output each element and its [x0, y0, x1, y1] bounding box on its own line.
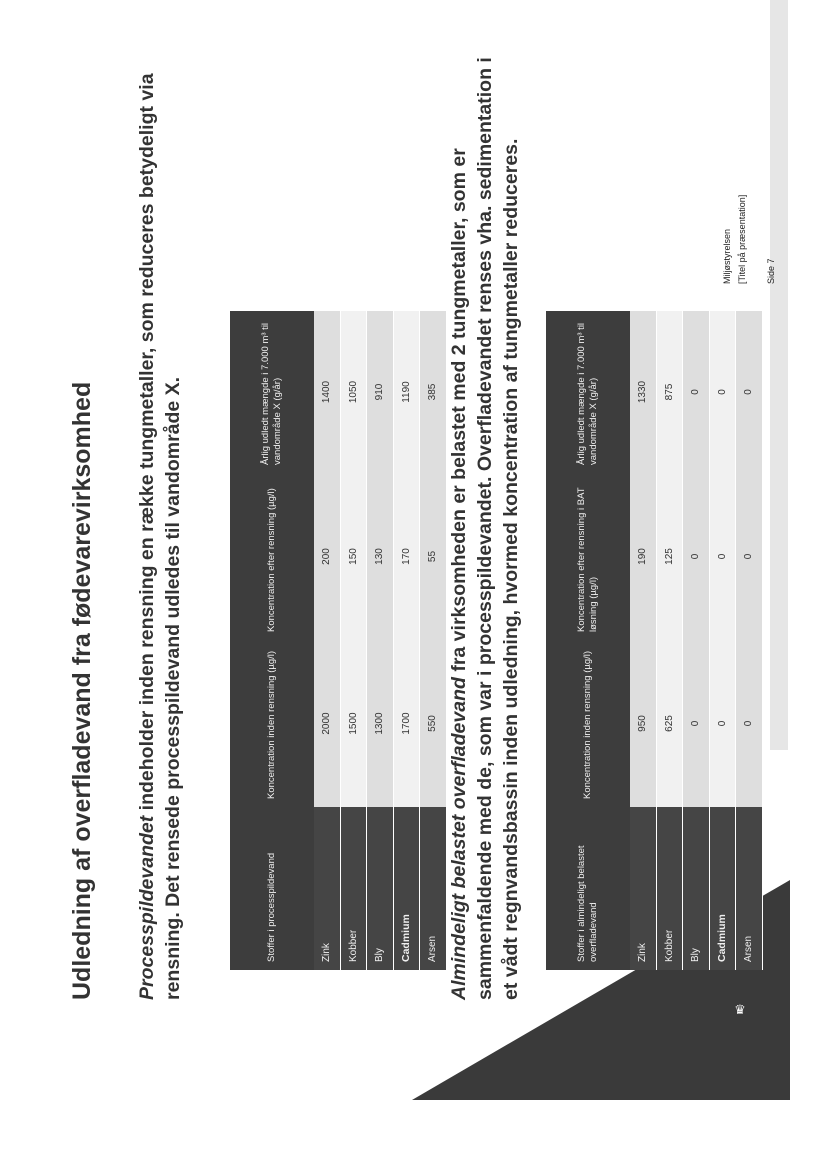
value-cell: 55 — [420, 473, 447, 640]
surface-water-table — [546, 311, 763, 970]
value-cell: 1700 — [393, 640, 420, 807]
paragraph-surface-water — [446, 40, 524, 1000]
header-cell: Stoffer i processpildevand — [230, 807, 314, 970]
table-row — [630, 311, 656, 970]
header-cell: Koncentration efter rensning i BAT løsning (µg/l) — [546, 473, 630, 640]
footer-page-number: Side 7 — [766, 258, 776, 284]
value-cell: 875 — [656, 311, 683, 473]
process-water-table — [230, 311, 447, 970]
value-cell: 1050 — [340, 311, 367, 473]
value-cell: 200 — [314, 473, 340, 640]
table-header-row — [546, 311, 630, 970]
header-cell: Årlig udledt mængde i 7.000 m³ til vandområde X (g/år) — [230, 311, 314, 473]
paragraph-lead: Processpildevandet — [136, 815, 158, 1000]
substance-cell: Arsen — [736, 807, 763, 970]
substance-cell: Bly — [683, 807, 710, 970]
footer-bar — [770, 0, 788, 750]
table-header-row — [230, 311, 314, 970]
paragraph-text: fra virksomheden er belastet med 2 tungmetaller, som er sammenfaldende med de, som var i processpildevandet. Overfladevandet renses vha. sedimentation i et vådt regnvandsbassin inden udledning, hvormed koncentration af tungmetaller reduceres. — [448, 57, 522, 1000]
value-cell: 150 — [340, 473, 367, 640]
value-cell: 0 — [683, 640, 710, 807]
value-cell: 1300 — [367, 640, 394, 807]
value-cell: 1400 — [314, 311, 340, 473]
substance-cell: Zink — [314, 807, 340, 970]
value-cell: 170 — [393, 473, 420, 640]
header-cell: Koncentration inden rensning (µg/l) — [230, 640, 314, 807]
value-cell: 125 — [656, 473, 683, 640]
value-cell: 2000 — [314, 640, 340, 807]
table-row — [420, 311, 447, 970]
paragraph-lead: Almindeligt belastet overfladevand — [448, 677, 470, 1000]
table-row — [314, 311, 340, 970]
footer-presentation-title: [Titel på præsentation] — [737, 194, 747, 284]
table-row — [367, 311, 394, 970]
substance-cell: Bly — [367, 807, 394, 970]
value-cell: 0 — [736, 311, 763, 473]
substance-cell: Kobber — [656, 807, 683, 970]
substance-cell: Cadmium — [709, 807, 736, 970]
slide — [0, 30, 790, 1100]
value-cell: 0 — [683, 311, 710, 473]
value-cell: 1330 — [630, 311, 656, 473]
substance-cell: Cadmium — [393, 807, 420, 970]
footer-organisation: Miljøstyrelsen — [722, 228, 732, 284]
header-cell: Koncentration inden rensning (µg/l) — [546, 640, 630, 807]
crown-logo-icon: ♛ — [734, 1002, 746, 1018]
table-row — [393, 311, 420, 970]
value-cell: 625 — [656, 640, 683, 807]
table-row — [340, 311, 367, 970]
substance-cell: Arsen — [420, 807, 447, 970]
value-cell: 0 — [736, 473, 763, 640]
paragraph-process-water — [134, 40, 186, 1000]
value-cell: 550 — [420, 640, 447, 807]
value-cell: 1500 — [340, 640, 367, 807]
table-row — [736, 311, 763, 970]
substance-cell: Zink — [630, 807, 656, 970]
value-cell: 0 — [736, 640, 763, 807]
slide-title: Udledning af overfladevand fra fødevarevirksomhed — [68, 381, 96, 1000]
paragraph-text: indeholder inden rensning en række tungmetaller, som reduceres betydeligt via rensning. Det rensede processpildevand udledes til vandområde X. — [136, 73, 184, 1000]
header-cell: Koncentration efter rensning (µg/l) — [230, 473, 314, 640]
header-cell: Årlig udledt mængde i 7.000 m³ til vandområde X (g/år) — [546, 311, 630, 473]
table-row — [683, 311, 710, 970]
table-row — [709, 311, 736, 970]
value-cell: 0 — [709, 473, 736, 640]
header-cell: Stoffer i almindeligt belastet overfladevand — [546, 807, 630, 970]
value-cell: 0 — [683, 473, 710, 640]
value-cell: 1190 — [393, 311, 420, 473]
substance-cell: Kobber — [340, 807, 367, 970]
value-cell: 385 — [420, 311, 447, 473]
value-cell: 0 — [709, 311, 736, 473]
value-cell: 130 — [367, 473, 394, 640]
value-cell: 190 — [630, 473, 656, 640]
value-cell: 0 — [709, 640, 736, 807]
table-row — [656, 311, 683, 970]
value-cell: 950 — [630, 640, 656, 807]
value-cell: 910 — [367, 311, 394, 473]
